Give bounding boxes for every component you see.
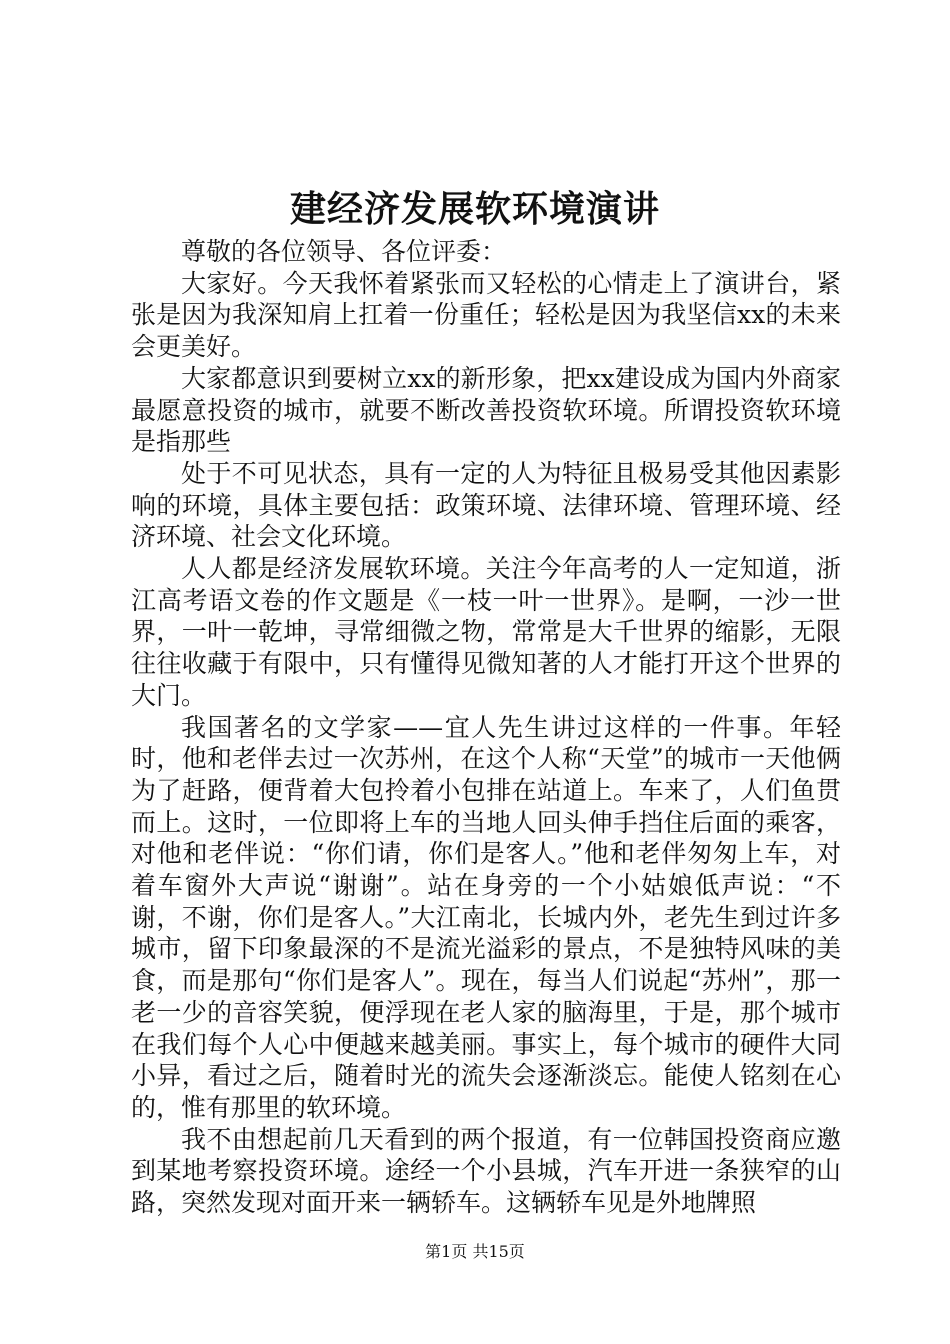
body-paragraph: 大家都意识到要树立xx的新形象，把xx建设成为国内外商家最愿意投资的城市，就要不断改善投资软环境。所谓投资软环境是指那些 [131,363,841,457]
body-paragraph: 处于不可见状态，具有一定的人为特征且极易受其他因素影响的环境，具体主要包括：政策环境、法律环境、管理环境、经济环境、社会文化环境。 [131,458,841,552]
document-body [131,236,841,1219]
body-paragraph: 大家好。今天我怀着紧张而又轻松的心情走上了演讲台，紧张是因为我深知肩上扛着一份重任；轻松是因为我坚信xx的未来会更美好。 [131,268,841,362]
salutation-paragraph: 尊敬的各位领导、各位评委： [181,237,507,266]
body-paragraph: 人人都是经济发展软环境。关注今年高考的人一定知道，浙江高考语文卷的作文题是《一枝一叶一世界》。是啊，一沙一世界，一叶一乾坤，寻常细微之物，常常是大千世界的缩影，无限往往收藏于有限中，只有懂得见微知著的人才能打开这个世界的大门。 [131,554,841,710]
document-title: 建经济发展软环境演讲 [289,188,660,230]
body-paragraph: 我国著名的文学家——宜人先生讲过这样的一件事。年轻时，他和老伴去过一次苏州，在这个人称“天堂”的城市一天他俩为了赶路，便背着大包拎着小包排在站道上。车来了，人们鱼贯而上。这时，一位即将上车的当地人回头伸手挡住后面的乘客，对他和老伴说：“你们请，你们是客人。”他和老伴匆匆上车，对着车窗外大声说“谢谢”。站在身旁的一个小姑娘低声说：“不谢，不谢，你们是客人。”大江南北，长城内外，老先生到过许多城市，留下印象最深的不是流光溢彩的景点，不是独特风味的美食，而是那句“你们是客人”。现在，每当人们说起“苏州”，那一老一少的音容笑貌，便浮现在老人家的脑海里，于是，那个城市在我们每个人心中便越来越美丽。事实上，每个城市的硬件大同小异，看过之后，随着时光的流失会逐渐淡忘。能使人铭刻在心的，惟有那里的软环境。 [131,712,841,1122]
page-number-footer: 第1页 共15页 [425,1242,525,1261]
body-paragraph: 我不由想起前几天看到的两个报道，有一位韩国投资商应邀到某地考察投资环境。途经一个小县城，汽车开进一条狭窄的山路，突然发现对面开来一辆轿车。这辆轿车见是外地牌照 [131,1124,841,1218]
